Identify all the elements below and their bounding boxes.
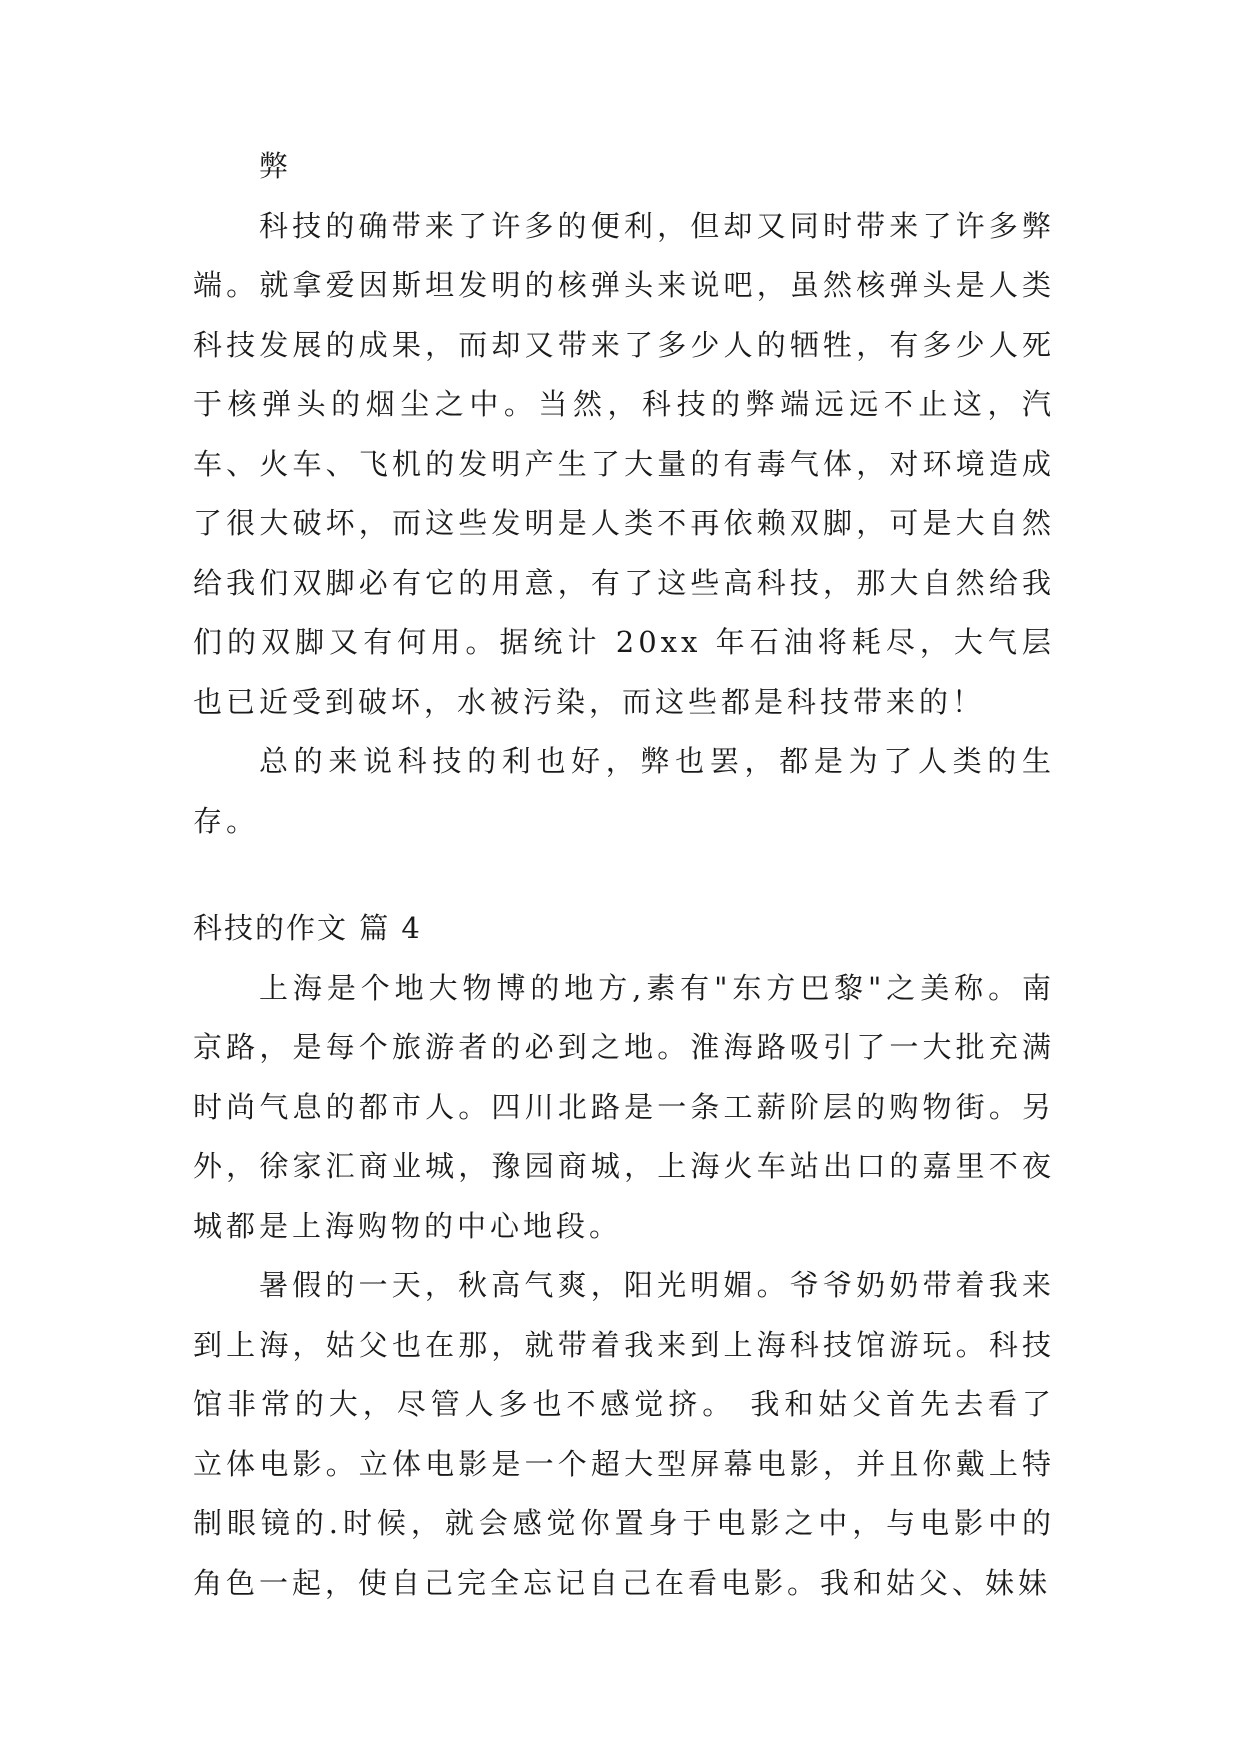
- paragraph-conclusion: 总的来说科技的利也好，弊也罢，都是为了人类的生存。: [193, 744, 1055, 838]
- paragraph-science-museum: 暑假的一天，秋高气爽，阳光明媚。爷爷奶奶带着我来到上海，姑父也在那，就带着我来到上海科技馆游玩。科技馆非常的大，尽管人多也不感觉挤。 我和姑父首先去看了立体电影。立体电影是一个超大型屏幕电影，并且你戴上特制眼镜的.时候，就会感觉你置身于电影之中，与电影中的角色一起，使自己完全忘记自己在看电影。我和姑父、妹妹: [193, 1268, 1055, 1600]
- paragraph-fragment: 弊: [259, 149, 293, 183]
- paragraph-shanghai-intro: 上海是个地大物博的地方,素有"东方巴黎"之美称。南京路，是每个旅游者的必到之地。淮海路吸引了一大批充满时尚气息的都市人。四川北路是一条工薪阶层的购物街。另外，徐家汇商业城，豫园商城，上海火车站出口的嘉里不夜城都是上海购物的中心地段。: [193, 970, 1055, 1243]
- document-body: [193, 0, 1055, 1613]
- paragraph-tech-drawbacks: 科技的确带来了许多的便利，但却又同时带来了许多弊端。就拿爱因斯坦发明的核弹头来说吧，虽然核弹头是人类科技发展的成果，而却又带来了多少人的牺牲，有多少人死于核弹头的烟尘之中。当然，科技的弊端远远不止这，汽车、火车、飞机的发明产生了大量的有毒气体，对环境造成了很大破坏，而这些发明是人类不再依赖双脚，可是大自然给我们双脚必有它的用意，有了这些高科技，那大自然给我们的双脚又有何用。据统计 20xx 年石油将耗尽，大气层也已近受到破坏，水被污染，而这些都是科技带来的！: [193, 208, 1055, 719]
- section-title-part-4: 科技的作文 篇 4: [193, 911, 422, 945]
